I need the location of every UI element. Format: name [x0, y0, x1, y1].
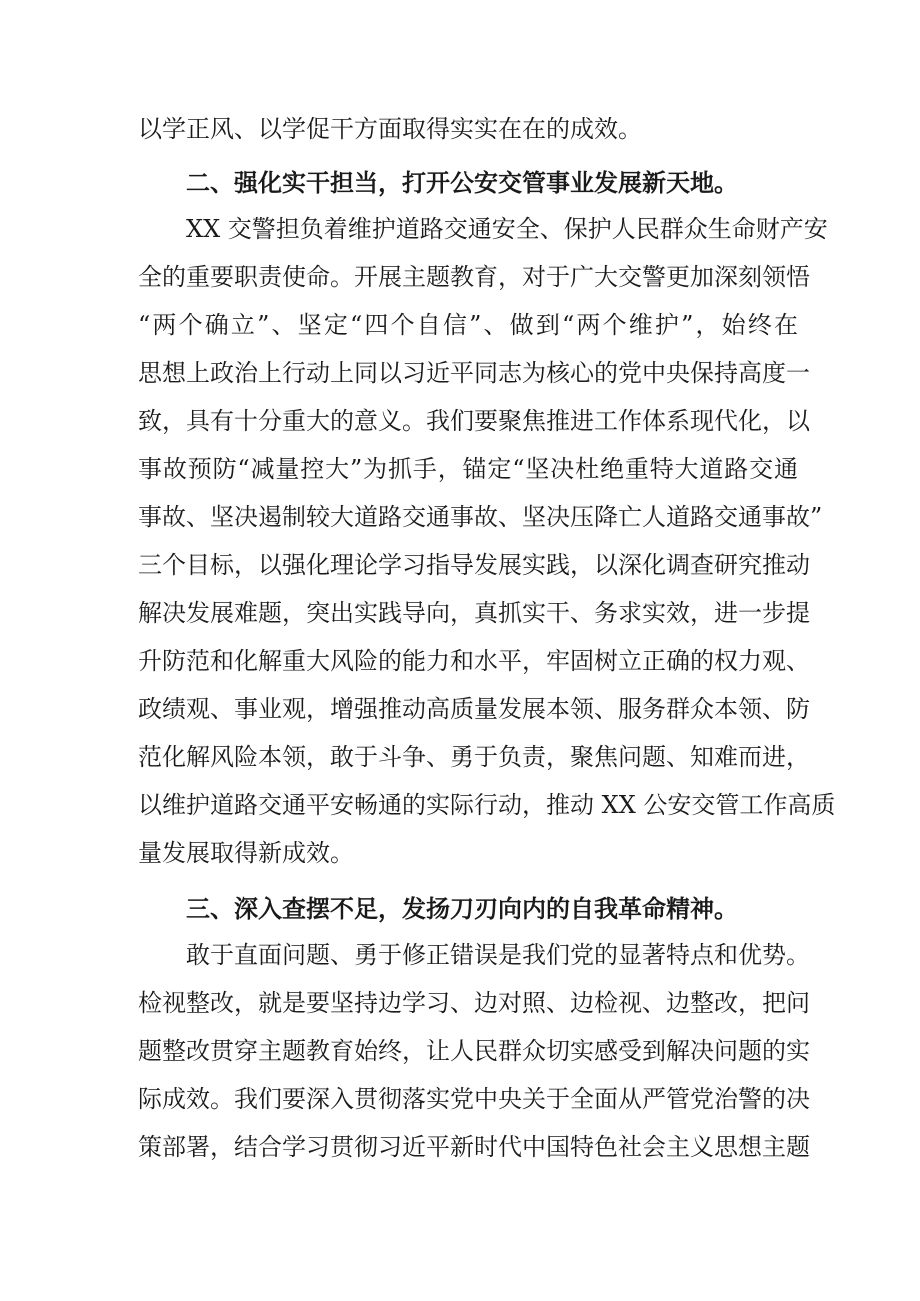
text-line: 事故预防“减量控大”为抓手，锚定“坚决杜绝重特大道路交通	[138, 455, 798, 483]
text-line: 升防范和化解重大风险的能力和水平，牢固树立正确的权力观、	[138, 647, 810, 675]
text-line: 以维护道路交通平安畅通的实际行动，推动 XX 公安交管工作高质	[138, 791, 836, 819]
text-line: 全的重要职责使命。开展主题教育，对于广大交警更加深刻领悟	[138, 263, 810, 291]
text-line: 三个目标，以强化理论学习指导发展实践，以深化调查研究推动	[138, 551, 810, 579]
text-line: XX 交警担负着维护道路交通安全、保护人民群众生命财产安	[186, 215, 828, 243]
text-line: “两个确立”、坚定“四个自信”、做到“两个维护”，始终在	[138, 311, 798, 339]
text-line: 致，具有十分重大的意义。我们要聚焦推进工作体系现代化，以	[138, 407, 810, 435]
text-line: 政绩观、事业观，增强推动高质量发展本领、服务群众本领、防	[138, 695, 810, 723]
text-line: 敢于直面问题、勇于修正错误是我们党的显著特点和优势。	[186, 941, 810, 969]
text-line: 思想上政治上行动上同以习近平同志为核心的党中央保持高度一	[138, 359, 810, 387]
section-heading-3: 三、深入查摆不足，发扬刀刃向内的自我革命精神。	[186, 895, 738, 923]
text-line: 量发展取得新成效。	[138, 839, 354, 867]
text-line: 策部署，结合学习贯彻习近平新时代中国特色社会主义思想主题	[138, 1133, 810, 1161]
section-heading-2: 二、强化实干担当，打开公安交管事业发展新天地。	[186, 169, 738, 197]
text-line: 事故、坚决遏制较大道路交通事故、坚决压降亡人道路交通事故”	[138, 503, 823, 531]
text-line: 以学正风、以学促干方面取得实实在在的成效。	[138, 115, 642, 143]
text-line: 范化解风险本领，敢于斗争、勇于负责，聚焦问题、知难而进，	[138, 743, 810, 771]
text-line: 解决发展难题，突出实践导向，真抓实干、务求实效，进一步提	[138, 599, 810, 627]
text-line: 际成效。我们要深入贯彻落实党中央关于全面从严管党治警的决	[138, 1085, 810, 1113]
text-line: 检视整改，就是要坚持边学习、边对照、边检视、边整改，把问	[138, 989, 810, 1017]
text-line: 题整改贯穿主题教育始终，让人民群众切实感受到解决问题的实	[138, 1037, 810, 1065]
